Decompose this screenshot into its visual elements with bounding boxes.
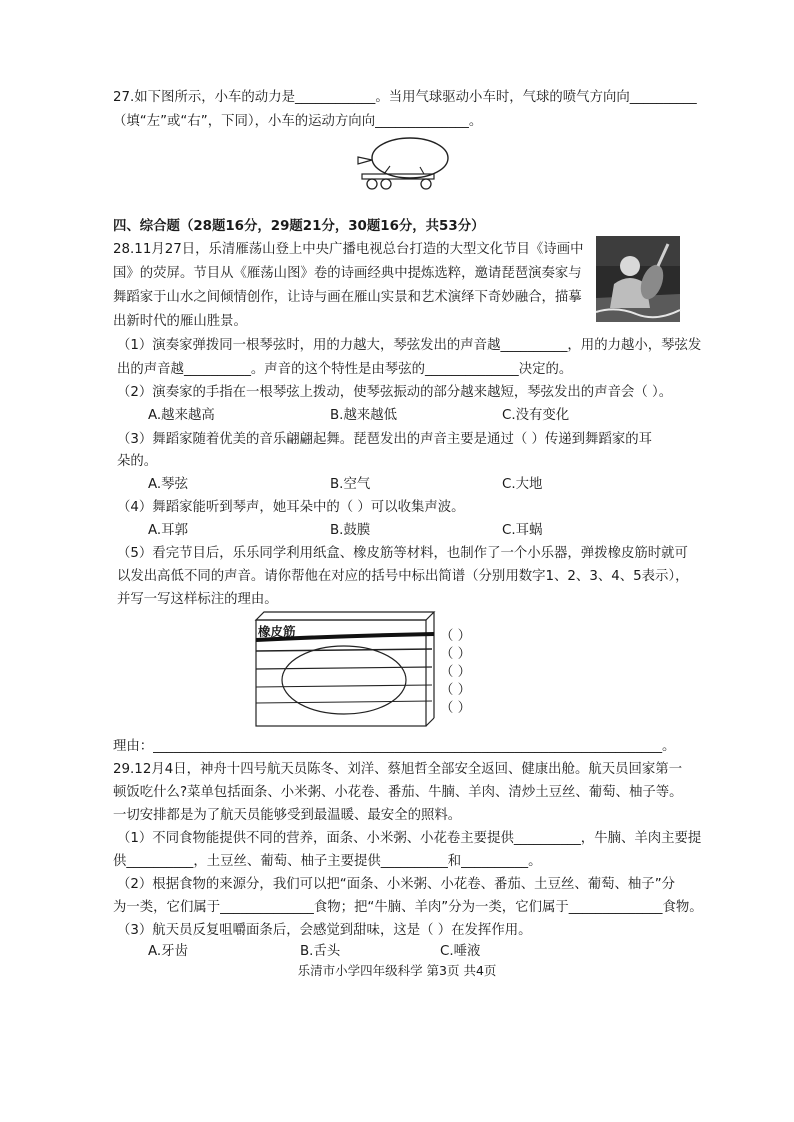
q28-sub1-line: 出的声音越__________。声音的这个特性是由琴弦的______________决定的。	[117, 362, 573, 377]
q29-sub2-line: （2）根据食物的来源分，我们可以把“面条、小米粥、小花卷、番茄、土豆丝、葡萄、柚子”分	[117, 877, 676, 892]
q28-sub3-option-c: C.大地	[502, 477, 543, 492]
balloon-car-figure	[350, 136, 460, 194]
q28-sub3-option-a: A.琴弦	[148, 477, 188, 492]
q28-reason-line: 理由：____________________________________________________________________________。	[113, 739, 676, 754]
q29-sub1-line: （1）不同食物能提供不同的营养，面条、小米粥、小花卷主要提供__________，牛腩、羊肉主要提	[117, 831, 702, 846]
rubber-band-label: 橡皮筋	[258, 624, 296, 639]
q27-line-2: （填“左”或“右”，下同），小车的运动方向向______________。	[113, 114, 483, 129]
q28-sub2-option-a: A.越来越高	[148, 408, 215, 423]
q28-intro-line: 28.11月27日，乐清雁荡山登上中央广播电视总台打造的大型文化节目《诗画中	[113, 242, 584, 257]
q28-sub5-line: 并写一写这样标注的理由。	[117, 592, 278, 607]
q28-sub2-option-c: C.没有变化	[502, 408, 570, 423]
q28-sub3-option-b: B.空气	[330, 477, 371, 492]
pipa-performer-photo	[596, 236, 680, 322]
q29-sub3-option-b: B.舌头	[300, 944, 341, 959]
answer-bracket: （ ）	[440, 665, 472, 680]
q29-intro-line: 一切安排都是为了航天员能够受到最温暖、最安全的照料。	[113, 808, 462, 823]
section-4-heading: 四、综合题（28题16分，29题21分，30题16分，共53分）	[113, 219, 485, 234]
q29-sub3: （3）航天员反复咀嚼面条后，会感觉到甜味，这是（ ）在发挥作用。	[117, 923, 532, 938]
answer-bracket: （ ）	[440, 701, 472, 716]
q28-sub1-line: （1）演奏家弹拨同一根琴弦时，用的力越大，琴弦发出的声音越__________，用的力越小，琴弦发	[117, 338, 702, 353]
q29-sub2-line: 为一类，它们属于______________食物；把“牛腩、羊肉”分为一类，它们属于______________食物。	[113, 900, 703, 915]
q28-sub2-option-b: B.越来越低	[330, 408, 398, 423]
answer-bracket: （ ）	[440, 647, 472, 662]
q28-sub5-line: 以发出高低不同的声音。请你帮他在对应的括号中标出简谱（分别用数字1、2、3、4、5表示），	[117, 569, 689, 584]
q28-sub5-line: （5）看完节目后，乐乐同学利用纸盒、橡皮筋等材料，也制作了一个小乐器，弹拨橡皮筋时就可	[117, 546, 688, 561]
q28-sub4-option-b: B.鼓膜	[330, 523, 371, 538]
page-footer: 乐清市小学四年级科学 第3页 共4页	[297, 963, 497, 978]
q29-intro-line: 顿饭吃什么?菜单包括面条、小米粥、小花卷、番茄、牛腩、羊肉、清炒土豆丝、葡萄、柚子等。	[113, 785, 683, 800]
q27-line-1: 27.如下图所示，小车的动力是____________。当用气球驱动小车时，气球的喷气方向向__________	[113, 90, 697, 105]
q28-sub3-line: 朵的。	[117, 454, 158, 469]
q29-intro-line: 29.12月4日，神舟十四号航天员陈冬、刘洋、蔡旭哲全部安全返回、健康出舱。航天员回家第一	[113, 762, 683, 777]
q28-sub4: （4）舞蹈家能听到琴声，她耳朵中的（ ）可以收集声波。	[117, 500, 465, 515]
answer-bracket: （ ）	[440, 683, 472, 698]
q28-sub4-option-c: C.耳蜗	[502, 523, 543, 538]
q28-intro-line: 出新时代的雁山胜景。	[113, 314, 247, 329]
q28-sub2: （2）演奏家的手指在一根琴弦上拨动，使琴弦振动的部分越来越短，琴弦发出的声音会（ ）。	[117, 385, 673, 400]
q28-intro-line: 国》的荧屏。节目从《雁荡山图》卷的诗画经典中提炼选粹，邀请琵琶演奏家与	[113, 266, 582, 281]
q29-sub1-line: 供__________，土豆丝、葡萄、柚子主要提供__________和__________。	[113, 854, 542, 869]
answer-bracket: （ ）	[440, 629, 472, 644]
q29-sub3-option-a: A.牙齿	[148, 944, 188, 959]
q29-sub3-option-c: C.唾液	[440, 944, 481, 959]
q28-intro-line: 舞蹈家于山水之间倾情创作，让诗与画在雁山实景和艺术演绎下奇妙融合，描摹	[113, 290, 582, 305]
q28-sub4-option-a: A.耳郭	[148, 523, 188, 538]
q28-sub3-line: （3）舞蹈家随着优美的音乐翩翩起舞。琵琶发出的声音主要是通过（ ）传递到舞蹈家的耳	[117, 432, 653, 447]
